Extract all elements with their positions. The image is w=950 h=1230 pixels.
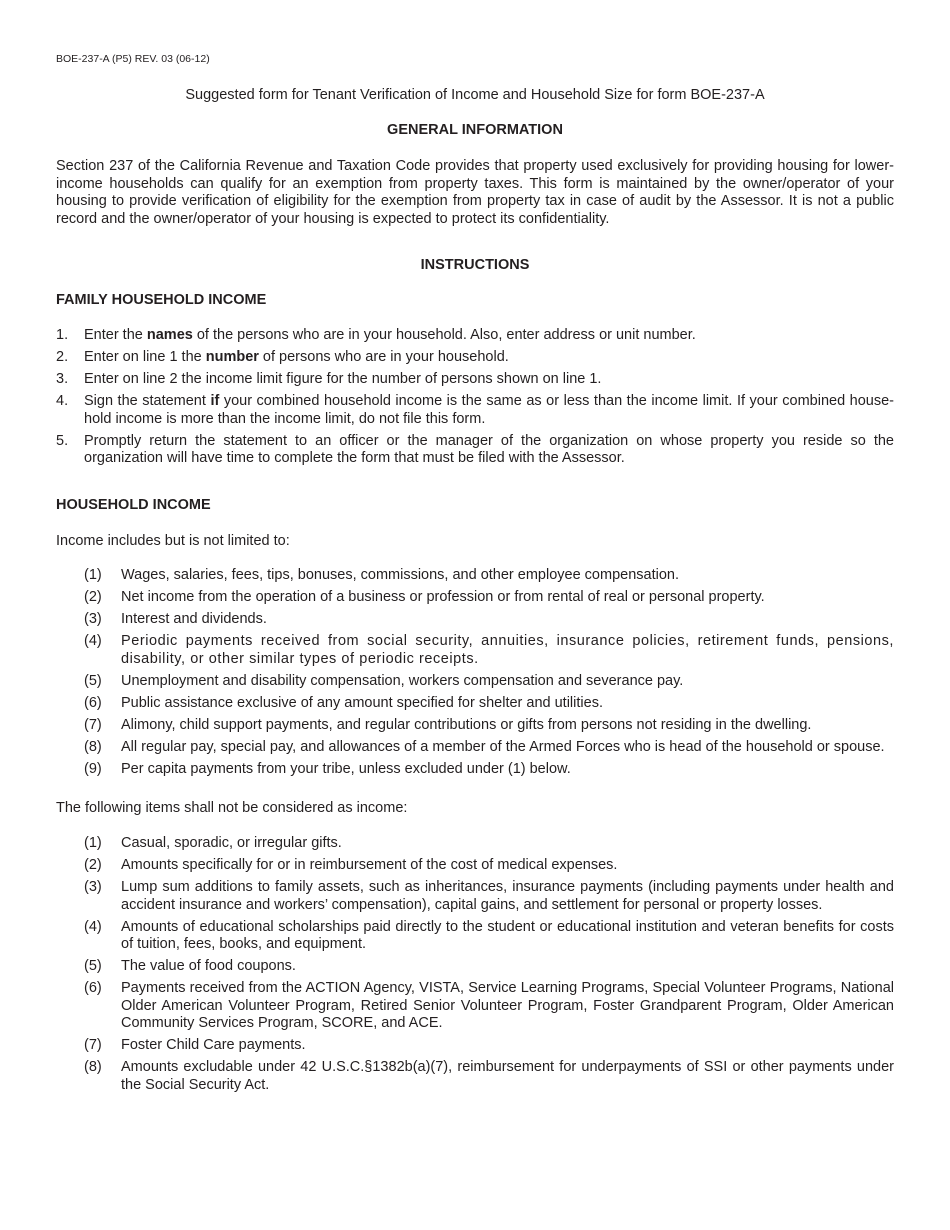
list-item: (8) All regular pay, special pay, and allowances of a member of the Armed Forces who is head of the household or spouse. — [84, 738, 885, 755]
list-item: (3) Lump sum additions to family assets, such as inheritances, insurance payments (including payments under health and accident insurance and workers’ compensation), capital gains, and settlement for personal or property losses. — [84, 879, 894, 913]
list-item: (1) Wages, salaries, fees, tips, bonuses, commissions, and other employee compensation. — [84, 567, 679, 583]
list-item: (2) Net income from the operation of a business or profession or from rental of real or personal property. — [84, 589, 765, 605]
list-item: (8) Amounts excludable under 42 U.S.C.§1382b(a)(7), reimbursement for underpayments of SSI or other payments under the Social Security Act. — [84, 1059, 894, 1093]
list-item: (6) Public assistance exclusive of any amount specified for shelter and utilities. — [84, 694, 603, 711]
household-income-heading: HOUSEHOLD INCOME — [56, 497, 211, 513]
list-item: (6) Payments received from the ACTION Agency, VISTA, Service Learning Programs, Special Volunteer Programs, National Older American Volunteer Program, Retired Senior Volunteer Program, Foster Grandparent Program, Older American Community Services Program, SCORE, and ACE. — [84, 980, 894, 1031]
general-information-body: Section 237 of the California Revenue and Taxation Code provides that property used exclusively for providing housing for lower-income households can qualify for an exemption from property taxes. This form is maintained by the owner/operator of your housing to provide verification of eligibility for the exemption from property tax in case of audit by the Assessor. It is not a public record and the owner/operator of your housing is expected to protect its confidentiality. — [56, 158, 894, 227]
list-item: (4) Periodic payments received from social security, annuities, insurance policies, retirement funds, pensions, disability, or other similar types of periodic receipts. — [84, 633, 894, 667]
list-item: (1) Casual, sporadic, or irregular gifts. — [84, 835, 342, 851]
instruction-step: 2. Enter on line 1 the number of persons who are in your household. — [56, 349, 509, 365]
list-item: (9) Per capita payments from your tribe, unless excluded under (1) below. — [84, 760, 571, 777]
income-includes-intro: Income includes but is not limited to: — [56, 533, 290, 549]
list-item: (2) Amounts specifically for or in reimbursement of the cost of medical expenses. — [84, 857, 618, 873]
list-item: (5) The value of food coupons. — [84, 958, 296, 974]
form-subtitle: Suggested form for Tenant Verification of Income and Household Size for form BOE-237-A — [185, 87, 765, 103]
income-excludes-list — [84, 835, 894, 1094]
list-item: (5) Unemployment and disability compensation, workers compensation and severance pay. — [84, 672, 684, 689]
instruction-step: 4. Sign the statement if your combined household income is the same as or less than the income limit. If your combined house-hold income is more than the income limit, do not file this form. — [56, 393, 894, 427]
instruction-steps — [56, 327, 894, 468]
instruction-step: 5. Promptly return the statement to an officer or the manager of the organization on whose property you reside so the organization will have time to complete the form that must be filed with the Assessor. — [56, 432, 894, 466]
income-excludes-intro: The following items shall not be considered as income: — [56, 800, 408, 816]
instruction-step: 1. Enter the names of the persons who are in your household. Also, enter address or unit number. — [56, 327, 696, 343]
instructions-heading: INSTRUCTIONS — [420, 257, 530, 273]
family-household-income-heading: FAMILY HOUSEHOLD INCOME — [56, 292, 267, 308]
general-information-heading: GENERAL INFORMATION — [387, 122, 563, 138]
list-item: (7) Foster Child Care payments. — [84, 1037, 306, 1053]
form-number: BOE-237-A (P5) REV. 03 (06-12) — [56, 53, 210, 65]
instruction-step: 3. Enter on line 2 the income limit figure for the number of persons shown on line 1. — [56, 371, 602, 387]
list-item: (3) Interest and dividends. — [84, 611, 267, 627]
list-item: (7) Alimony, child support payments, and regular contributions or gifts from persons not residing in the dwelling. — [84, 716, 812, 733]
list-item: (4) Amounts of educational scholarships paid directly to the student or educational institution and veteran benefits for costs of tuition, fees, books, and equipment. — [84, 918, 894, 952]
income-includes-list — [84, 567, 894, 778]
